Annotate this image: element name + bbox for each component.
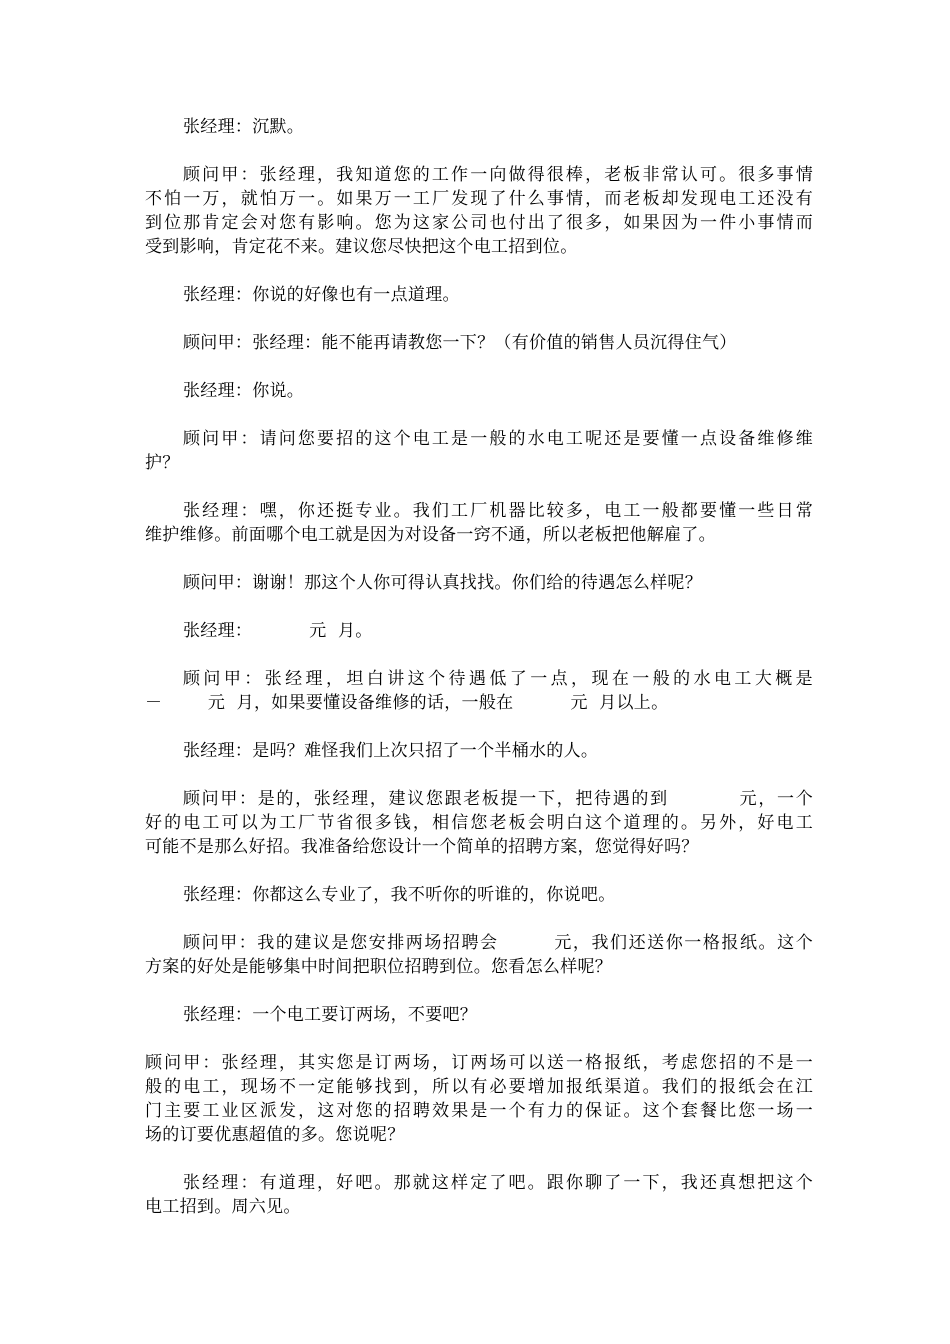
paragraph-line: 张经理：是吗？难怪我们上次只招了一个半桶水的人。 [183, 741, 599, 761]
paragraph-line: 顾问甲：是的，张经理，建议您跟老板提一下，把待遇的到 元，一个 [183, 789, 813, 809]
dialogue-paragraph [145, 1171, 813, 1219]
paragraph-line: 张经理：一个电工要订两场，不要吧？ [183, 1005, 478, 1025]
dialogue-paragraph [145, 931, 813, 979]
dialogue-paragraph [145, 283, 813, 307]
paragraph-line: 顾问甲：张经理，其实您是订两场，订两场可以送一格报纸，考虑您招的不是一 [145, 1053, 813, 1073]
paragraph-line: 张经理：沉默。 [183, 117, 305, 137]
paragraph-line: 张经理：你说的好像也有一点道理。 [183, 285, 460, 305]
paragraph-line: 顾问甲：请问您要招的这个电工是一般的水电工呢还是要懂一点设备维修维 [183, 429, 813, 449]
paragraph-line: 顾问甲：我的建议是您安排两场招聘会 元，我们还送你一格报纸。这个 [183, 933, 813, 953]
dialogue-paragraph [145, 1051, 813, 1147]
paragraph-line: 维护维修。前面哪个电工就是因为对设备一窍不通，所以老板把他解雇了。 [145, 525, 716, 545]
dialogue-paragraph [145, 619, 813, 643]
paragraph-line: 受到影响，肯定花不来。建议您尽快把这个电工招到位。 [145, 237, 578, 257]
paragraph-line: 可能不是那么好招。我准备给您设计一个简单的招聘方案，您觉得好吗？ [145, 837, 699, 857]
paragraph-line: 张经理：你说。 [183, 381, 305, 401]
paragraph-line: 方案的好处是能够集中时间把职位招聘到位。您看怎么样呢？ [145, 957, 613, 977]
dialogue-paragraph [145, 883, 813, 907]
paragraph-line: 张经理：有道理，好吧。那就这样定了吧。跟你聊了一下，我还真想把这个 [183, 1173, 813, 1193]
dialogue-paragraph [145, 115, 813, 139]
paragraph-line: 不怕一万，就怕万一。如果万一工厂发现了什么事情，而老板却发现电工还没有 [145, 189, 813, 209]
dialogue-paragraph [145, 1003, 813, 1027]
dialogue-paragraph [145, 163, 813, 259]
paragraph-line: 顾问甲：谢谢！那这个人你可得认真找找。你们给的待遇怎么样呢？ [183, 573, 702, 593]
dialogue-paragraph [145, 427, 813, 475]
paragraph-line: 张经理：嘿，你还挺专业。我们工厂机器比较多，电工一般都要懂一些日常 [183, 501, 813, 521]
paragraph-line: 护？ [145, 453, 180, 473]
dialogue-paragraph [145, 331, 813, 355]
dialogue-paragraph [145, 739, 813, 763]
paragraph-line: 电工招到。周六见。 [145, 1197, 301, 1217]
paragraph-line: 到位那肯定会对您有影响。您为这家公司也付出了很多，如果因为一件小事情而 [145, 213, 813, 233]
dialogue-paragraph [145, 571, 813, 595]
dialogue-paragraph [145, 667, 813, 715]
paragraph-line: 好的电工可以为工厂节省很多钱，相信您老板会明白这个道理的。另外，好电工 [145, 813, 813, 833]
paragraph-line: 场的订要优惠超值的多。您说呢？ [145, 1125, 405, 1145]
paragraph-line: 顾问甲：张经理，我知道您的工作一向做得很棒，老板非常认可。很多事情 [183, 165, 813, 185]
dialogue-paragraph [145, 379, 813, 403]
paragraph-line: 顾问甲：张经理，坦白讲这个待遇低了一点，现在一般的水电工大概是 [183, 669, 813, 689]
paragraph-line: 张经理： 元 月。 [183, 621, 373, 641]
dialogue-paragraph [145, 787, 813, 859]
paragraph-line: 般的电工，现场不一定能够找到，所以有必要增加报纸渠道。我们的报纸会在江 [145, 1077, 813, 1097]
paragraph-line: 门主要工业区派发，这对您的招聘效果是一个有力的保证。这个套餐比您一场一 [145, 1101, 813, 1121]
paragraph-line: 张经理：你都这么专业了，我不听你的听谁的，你说吧。 [183, 885, 616, 905]
dialogue-paragraph [145, 499, 813, 547]
paragraph-line: － 元 月，如果要懂设备维修的话，一般在 元 月以上。 [145, 693, 669, 713]
paragraph-line: 顾问甲：张经理：能不能再请教您一下？（有价值的销售人员沉得住气） [183, 333, 737, 353]
